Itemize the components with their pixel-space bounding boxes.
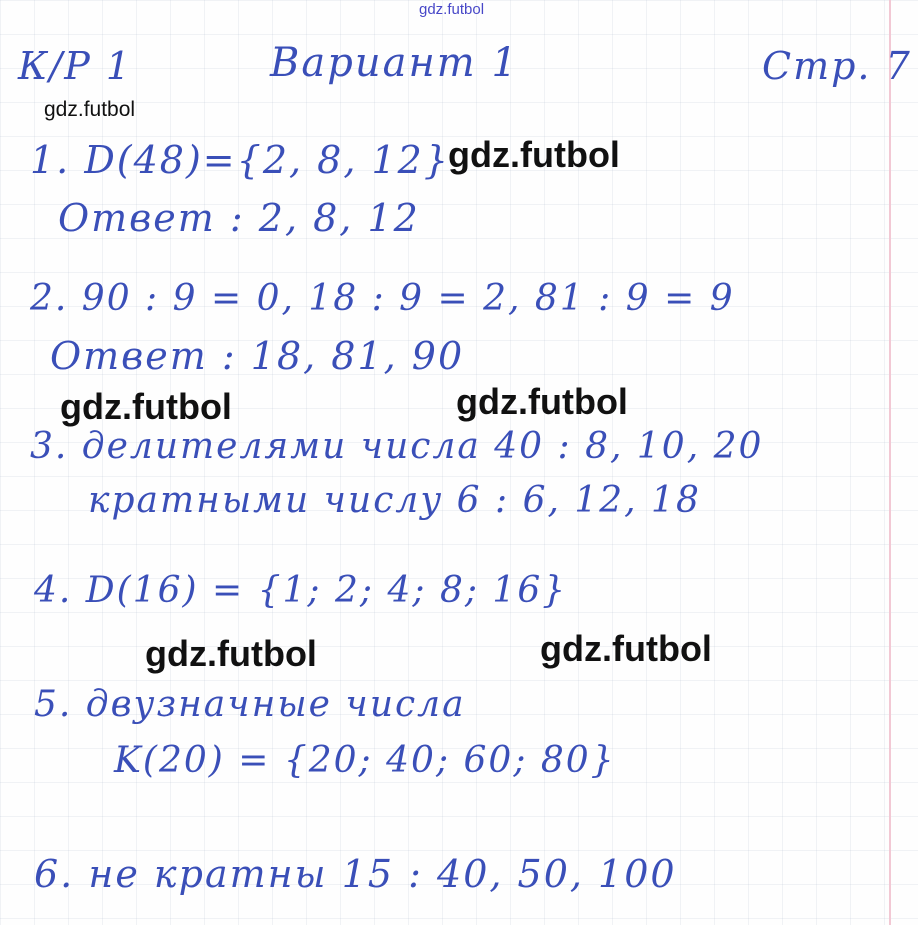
watermark-3: gdz.futbol [456, 381, 628, 422]
watermark-1: gdz.futbol [448, 134, 620, 175]
task-2-line: 2. 90 : 9 = 0, 18 : 9 = 2, 81 : 9 = 9 [30, 278, 735, 319]
task-2-answer: Ответ : 18, 81, 90 [50, 334, 465, 378]
header-work-title: К/Р 1 [18, 44, 133, 88]
task-3-line: 3. делителями числа 40 : 8, 10, 20 [30, 426, 764, 467]
task-1-line: 1. D(48)={2, 8, 12} [30, 138, 451, 182]
watermark-top: gdz.futbol [419, 1, 485, 18]
margin-line [889, 0, 891, 925]
watermark-5: gdz.futbol [540, 628, 712, 669]
watermark-small: gdz.futbol [44, 98, 136, 121]
watermark-4: gdz.futbol [145, 633, 317, 674]
task-5-line: 5. двузначные числа [34, 684, 466, 725]
task-3-answer: кратными числу 6 : 6, 12, 18 [88, 480, 701, 521]
watermark-2: gdz.futbol [60, 386, 232, 427]
task-6-line: 6. не кратны 15 : 40, 50, 100 [34, 852, 677, 896]
task-4-line: 4. D(16) = {1; 2; 4; 8; 16} [34, 570, 568, 611]
task-1-answer: Ответ : 2, 8, 12 [58, 196, 420, 240]
header-page: Стр. 7 [762, 44, 912, 88]
task-5-answer: K(20) = {20; 40; 60; 80} [114, 740, 616, 781]
header-variant: Вариант 1 [270, 40, 519, 86]
